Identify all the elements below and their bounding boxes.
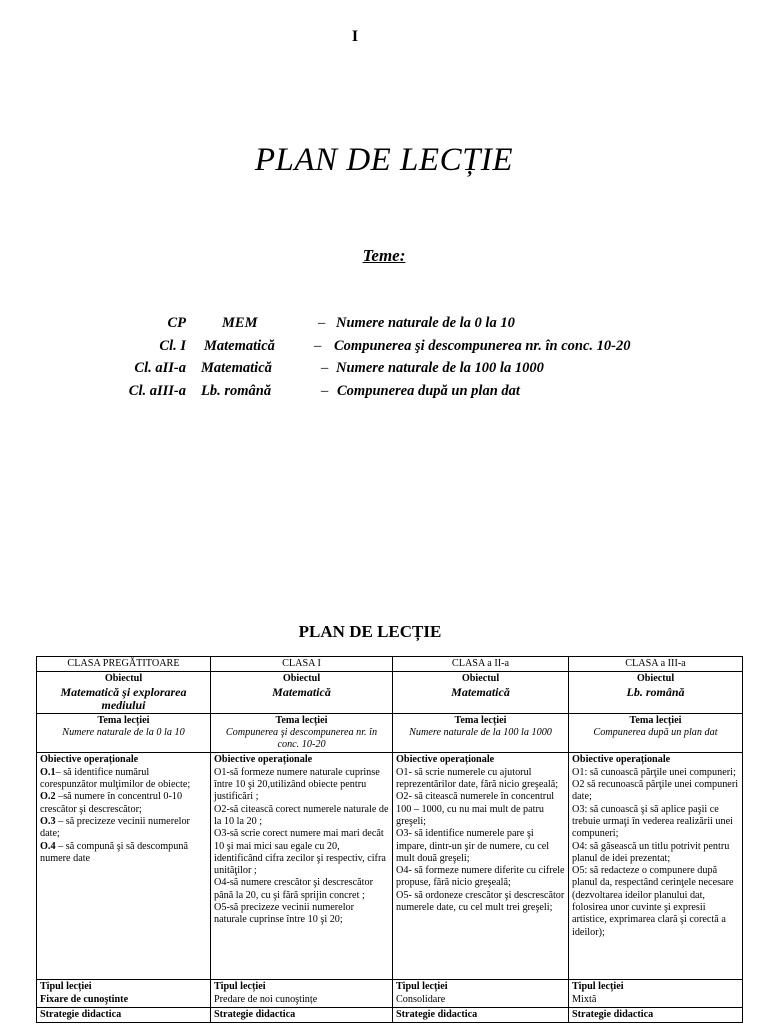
objective-code: O4 [214, 877, 227, 889]
lesson-type-value: Fixare de cunoştinte [40, 993, 129, 1005]
strategy-cell [211, 1008, 393, 1023]
objective-code: O4 [572, 840, 585, 852]
objectives-label: Obiective operaționale [214, 754, 313, 766]
topic-subject: Matematică [204, 337, 275, 354]
lesson-type-label: Tipul lecției [396, 981, 448, 993]
objective-code: O5 [214, 902, 227, 914]
objective-code: O5 [572, 865, 585, 877]
tema-label: Tema lecției [275, 714, 328, 726]
lesson-type-value: Consolidare [396, 993, 446, 1005]
object-label: Obiectul [282, 673, 321, 685]
objective-item [396, 890, 565, 915]
topic-row [0, 360, 768, 383]
tema-text: Numere naturale de la 100 la 1000 [409, 726, 552, 738]
table-header-row [37, 657, 743, 672]
objective-code: O.1 [40, 766, 56, 778]
topic-class: CP [167, 315, 186, 331]
object-label: Obiectul [461, 673, 500, 685]
topic-title: Compunerea după un plan dat [337, 382, 520, 399]
column-header: CLASA I [211, 657, 393, 672]
subject-cell [211, 672, 393, 713]
objective-text: - să formeze numere diferite cu cifrele propuse, fără nicio greşeală; [396, 865, 565, 889]
lesson-type-cell [393, 980, 569, 1008]
subject-name: Matematică [272, 684, 331, 699]
objective-code: O5 [396, 889, 409, 901]
objective-code: O3 [214, 828, 227, 840]
column-header: CLASA PREGĂTITOARE [37, 657, 211, 672]
objective-text: –să numere în concentrul 0-10 crescător şi descrescător; [40, 791, 183, 815]
tema-cell [37, 713, 211, 753]
objective-text: să recunoască părţile unei compuneri date; [572, 779, 739, 803]
objective-item [40, 791, 207, 816]
topic-dash: – [321, 382, 329, 399]
objective-text: -să citească corect numerele naturale de la 10 la 20 ; [214, 803, 389, 827]
topic-title: Numere naturale de la 100 la 1000 [336, 360, 544, 376]
tema-label: Tema lecției [97, 714, 150, 726]
objective-item [572, 804, 739, 841]
subject-name: Lb. română [626, 684, 685, 699]
objectives-label: Obiective operaționale [396, 754, 495, 766]
tema-cell [393, 713, 569, 753]
objective-text: – să precizeze vecinii numerelor date; [40, 815, 190, 840]
table-row-subject [37, 672, 743, 713]
topics-heading: Teme: [362, 246, 406, 265]
topic-dash: – [321, 360, 329, 376]
page-title: PLAN DE LECȚIE [254, 142, 514, 178]
page-number: I [351, 28, 359, 45]
lesson-type-cell [569, 980, 743, 1008]
topic-title: Compunerea şi descompunerea nr. în conc. 10-20 [334, 337, 631, 354]
objective-text: : să găsească un titlu potrivit pentru planul de idei prezentat; [572, 840, 730, 864]
objective-code: O1 [396, 766, 409, 778]
objective-item [572, 865, 739, 939]
table-row-tema [37, 713, 743, 753]
objective-item [214, 828, 389, 877]
section-title: PLAN DE LECȚIE [298, 622, 442, 641]
objective-text: -să numere crescător şi descrescător până la 20, cu şi fără sprijin concret ; [214, 877, 373, 901]
objective-item [572, 767, 739, 779]
lesson-type-label: Tipul lecției [572, 981, 624, 993]
tema-text: Numere naturale de la 0 la 10 [62, 726, 185, 738]
objective-code: O4 [396, 865, 409, 877]
subject-cell [393, 672, 569, 713]
objective-item [40, 816, 207, 841]
objectives-label: Obiective operaționale [572, 754, 671, 766]
strategy-label: Strategie didactica [40, 1009, 122, 1021]
objective-text: -să formeze numere naturale cuprinse între 10 şi 20,utilizând obiecte pentru justificări ; [214, 766, 380, 803]
objectives-cell [569, 753, 743, 980]
subject-name: Matematică şi explorarea mediului [60, 684, 187, 712]
table-row-objectives [37, 753, 743, 980]
topic-subject: MEM [222, 315, 258, 331]
topic-subject: Lb. română [201, 382, 272, 399]
objective-text: : să redacteze o compunere după planul da, respectând cerinţele necesare (dezvoltarea ideilor planului dat, folosirea unor cuvinte şi expresii artistice, exprimarea clară şi corectă a ideilor); [572, 865, 734, 938]
column-header: CLASA a II-a [393, 657, 569, 672]
tema-cell [211, 713, 393, 753]
objective-item [396, 865, 565, 890]
topic-row [0, 383, 768, 406]
objective-code: O1 [214, 766, 227, 778]
topic-class: Cl. I [159, 337, 186, 354]
topic-class: Cl. aII-a [134, 360, 186, 376]
tema-text: Compunerea după un plan dat [593, 726, 718, 738]
objective-code: O3 [572, 803, 585, 815]
objective-code: O.3 [40, 815, 56, 827]
objective-item [214, 767, 389, 804]
objective-item [396, 791, 565, 828]
object-label: Obiectul [636, 673, 675, 685]
tema-cell [569, 713, 743, 753]
objective-text: -să precizeze vecinii numerelor naturale cuprinse între 10 şi 20; [214, 902, 355, 926]
topics-list [0, 315, 768, 405]
strategy-cell [393, 1008, 569, 1023]
objectives-cell [37, 753, 211, 980]
objective-item [40, 841, 207, 866]
objective-text: – să compună şi să descompună numere date [40, 840, 188, 864]
subject-cell [569, 672, 743, 713]
topic-dash: – [318, 315, 326, 331]
tema-label: Tema lecției [629, 714, 682, 726]
objective-code: O.4 [40, 840, 56, 852]
tema-label: Tema lecției [454, 714, 507, 726]
objective-code: O1 [572, 766, 585, 778]
lesson-type-cell [211, 980, 393, 1008]
topic-dash: – [314, 337, 322, 354]
lesson-type-value: Mixtă [572, 993, 597, 1005]
lesson-type-label: Tipul lecției [40, 981, 92, 993]
objective-text: : să cunoască părţile unei compuneri; [584, 766, 736, 778]
objective-text: - să scrie numerele cu ajutorul reprezentărilor date, fără nicio greşeală; [396, 766, 559, 791]
objective-item [396, 828, 565, 865]
topic-row [0, 315, 768, 338]
strategy-cell [37, 1008, 211, 1023]
objective-item [214, 804, 389, 829]
objective-code: O2 [396, 791, 409, 803]
objectives-label: Obiective operaționale [40, 754, 139, 766]
objective-text: - să identifice numerele pare şi impare, dintr-un şir de numere, cu cel mult două greşeli; [396, 828, 550, 864]
subject-cell [37, 672, 211, 713]
lesson-type-cell [37, 980, 211, 1008]
topic-row [0, 338, 768, 361]
objective-text: - să ordoneze crescător şi descrescător numerele date, cu cel mult trei greşeli; [396, 889, 565, 914]
objective-text: : să cunoască şi să aplice paşii ce trebuie urmaţi în vederea realizării unei compuneri; [572, 803, 733, 840]
objective-text: - să citească numerele în concentrul 100 – 1000, cu nu mai mult de patru greşeli; [396, 791, 555, 827]
objective-item [40, 767, 207, 792]
objective-code: O2 [214, 803, 227, 815]
objective-item [572, 841, 739, 866]
lesson-type-label: Tipul lecției [214, 981, 266, 993]
objective-code: O3 [396, 828, 409, 840]
strategy-cell [569, 1008, 743, 1023]
lesson-type-value: Predare de noi cunoştințe [214, 993, 318, 1005]
objective-text: – să identifice numărul corespunzător mulţimilor de obiecte; [40, 766, 191, 791]
objective-text: -să scrie corect numere mai mari decât 10 şi mai mici sau egale cu 20, identificând cifra zecilor şi respectiv, cifra unităţilor ; [214, 828, 386, 877]
objectives-cell [211, 753, 393, 980]
column-header: CLASA a III-a [569, 657, 743, 672]
topic-title: Numere naturale de la 0 la 10 [336, 315, 515, 331]
subject-name: Matematică [451, 684, 510, 699]
objective-item [214, 877, 389, 902]
objectives-cell [393, 753, 569, 980]
objective-item [396, 767, 565, 792]
strategy-label: Strategie didactica [572, 1009, 654, 1021]
topic-subject: Matematică [201, 360, 272, 376]
table-row-lesson-type [37, 980, 743, 1008]
strategy-label: Strategie didactica [214, 1009, 296, 1021]
objective-code: O2 [572, 779, 585, 791]
objective-code: O.2 [40, 791, 56, 803]
topic-class: Cl. aIII-a [128, 382, 186, 399]
objective-item [214, 902, 389, 927]
lesson-plan-table [36, 656, 743, 1023]
strategy-label: Strategie didactica [396, 1009, 478, 1021]
table-row-strategy [37, 1008, 743, 1023]
tema-text: Compunerea şi descompunerea nr. în conc. 10-20 [225, 726, 378, 751]
objective-item [572, 779, 739, 804]
object-label: Obiectul [104, 673, 143, 685]
